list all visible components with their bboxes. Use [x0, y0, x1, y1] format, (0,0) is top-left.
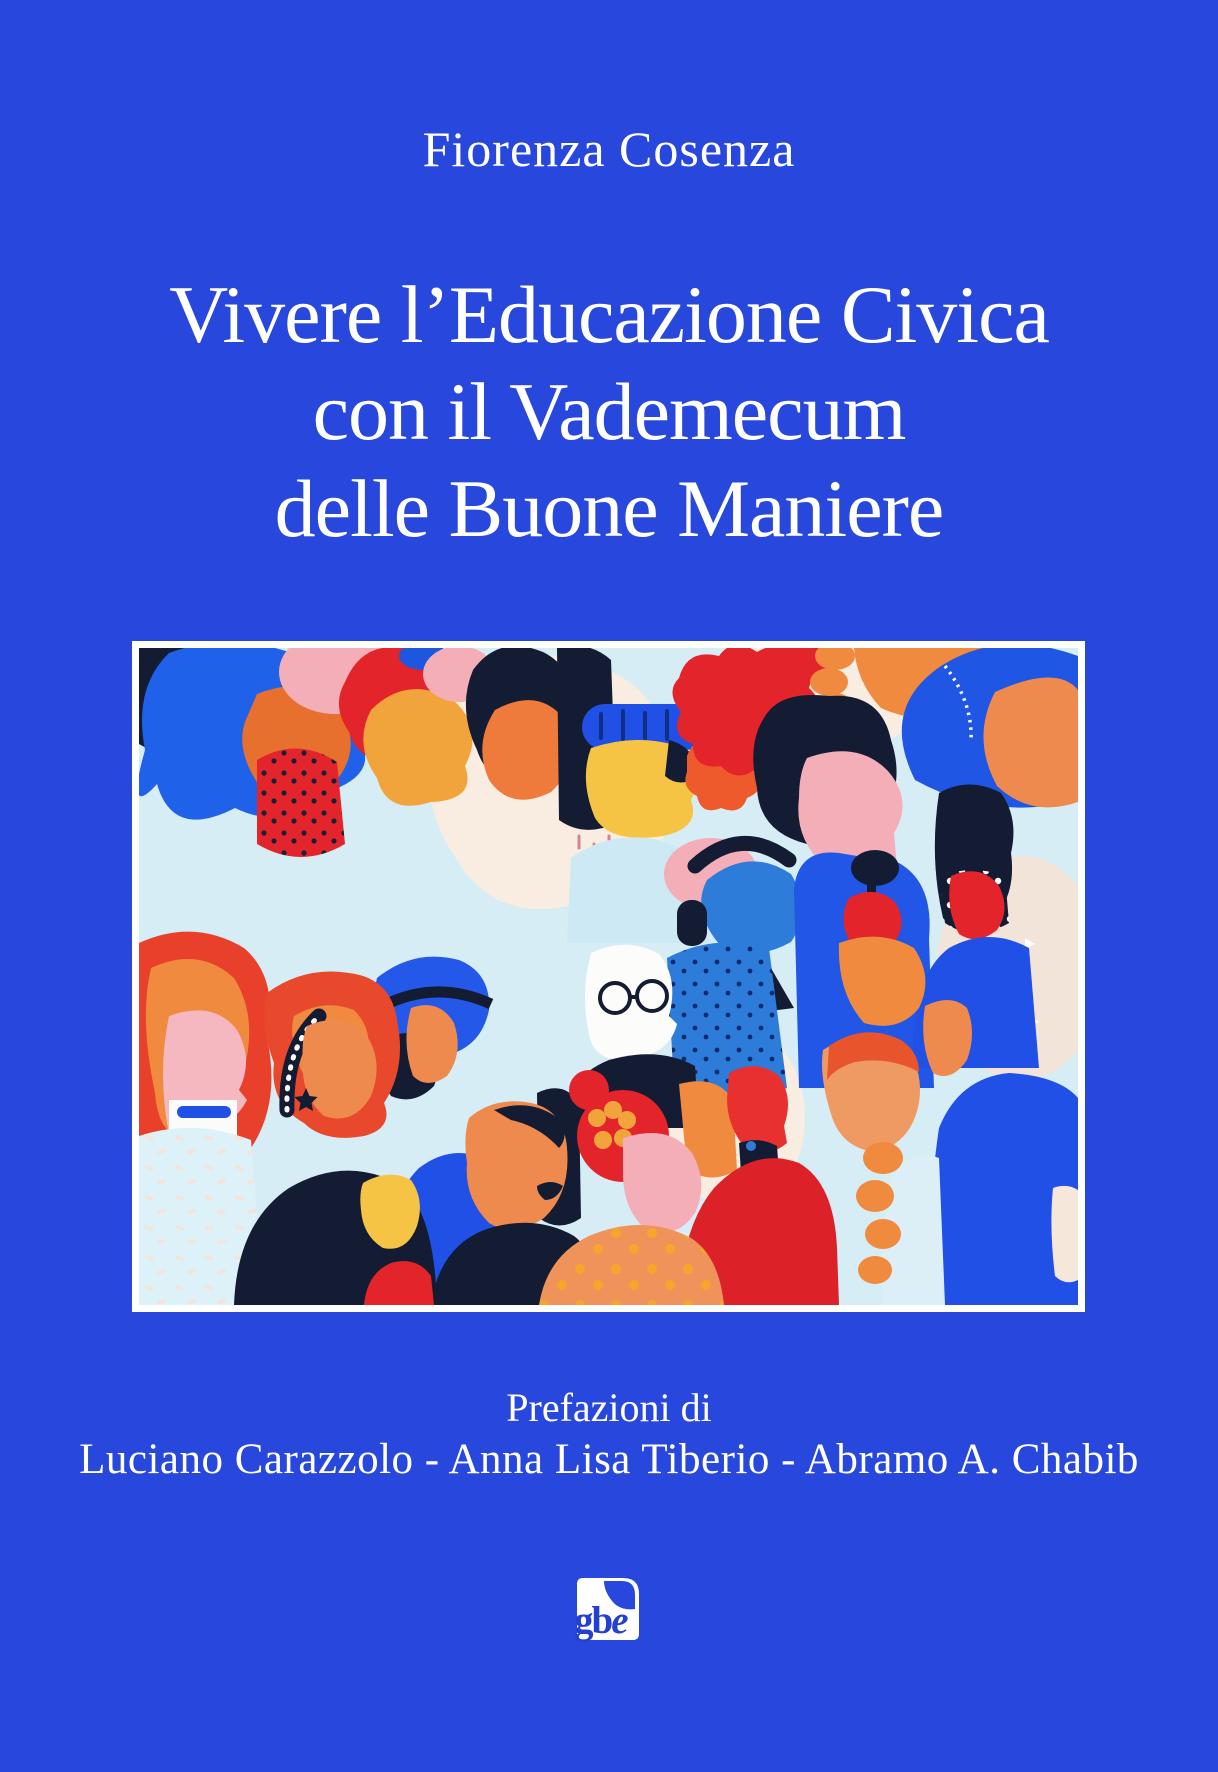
title-line-3: delle Buone Maniere — [274, 463, 944, 554]
publisher-logo-text — [574, 1601, 627, 1640]
author-name: Fiorenza Cosenza — [422, 121, 796, 177]
title-line-2: con il Vademecum — [312, 366, 906, 457]
book-title — [0, 266, 1218, 557]
blue-choker — [177, 1106, 231, 1118]
earring — [746, 1141, 756, 1151]
publisher-logo — [574, 1578, 639, 1642]
logo-e: e — [611, 1599, 627, 1642]
preface-authors: Luciano Carazzolo - Anna Lisa Tiberio - Abramo A. Chabib — [79, 1436, 1139, 1483]
headphone-cup — [677, 900, 707, 946]
crowd-illustration — [139, 648, 1078, 1305]
cover-illustration-frame — [132, 641, 1085, 1312]
title-line-1: Vivere l’Educazione Civica — [169, 269, 1049, 360]
logo-gb: gb — [574, 1599, 612, 1642]
preface-label: Prefazioni di — [506, 1385, 712, 1430]
